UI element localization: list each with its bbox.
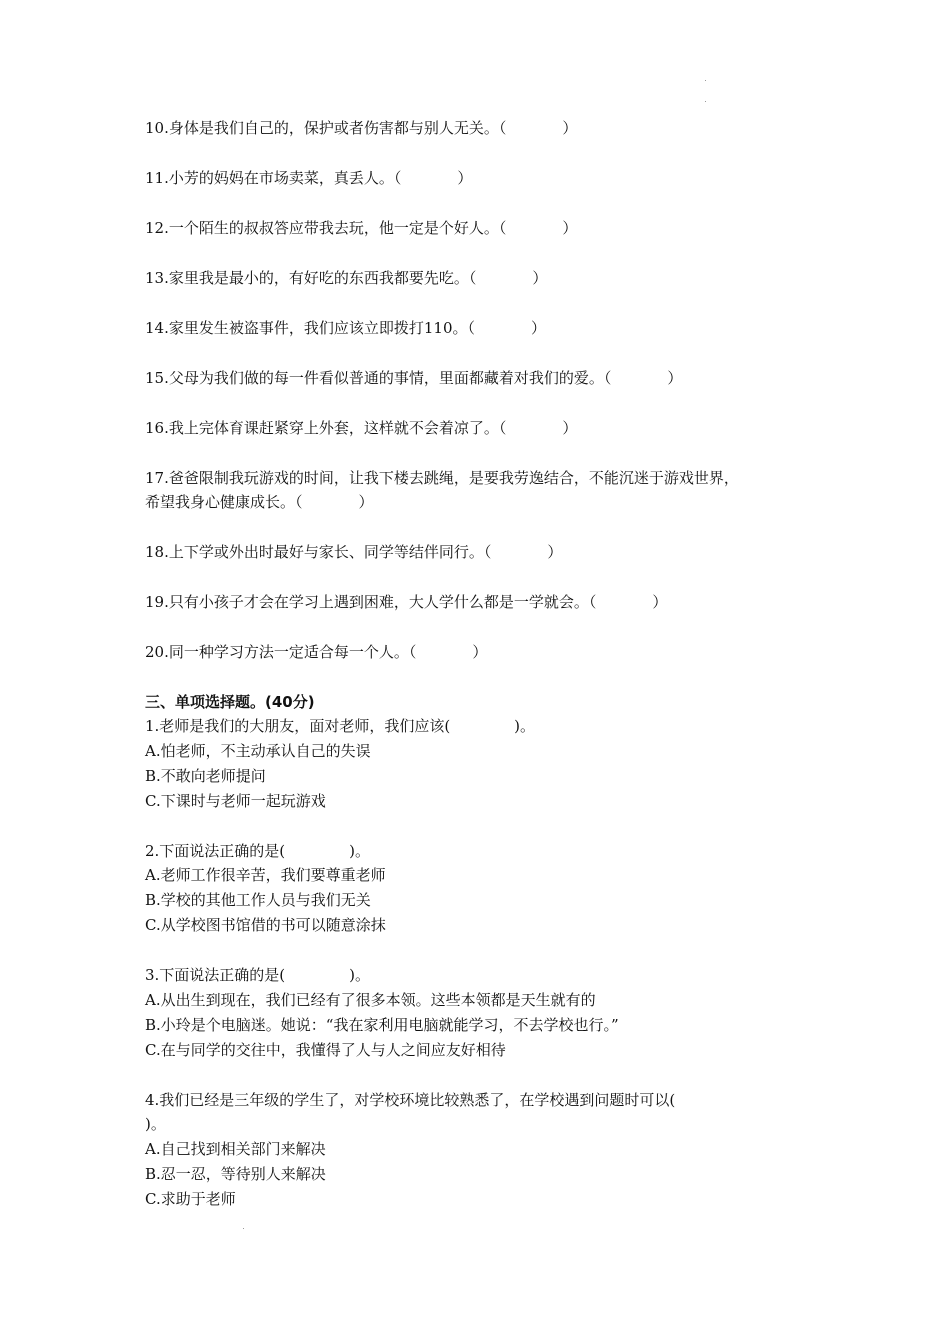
judgment-item: 10.身体是我们自己的，保护或者伤害都与别人无关。（ ） (145, 119, 578, 137)
option: B.不敢向老师提问 (145, 767, 266, 785)
judgment-item: 17.爸爸限制我玩游戏的时间，让我下楼去跳绳，是要我劳逸结合，不能沉迷于游戏世界， (145, 469, 739, 487)
question-stem: 1.老师是我们的大朋友，面对老师，我们应该( )。 (145, 717, 536, 735)
question-stem: 2.下面说法正确的是( )。 (145, 842, 371, 860)
judgment-item: 13.家里我是最小的，有好吃的东西我都要先吃。（ ） (145, 269, 548, 287)
option: C.求助于老师 (145, 1190, 236, 1208)
option: A.从出生到现在，我们已经有了很多本领。这些本领都是天生就有的 (145, 991, 596, 1009)
judgment-item: 19.只有小孩子才会在学习上遇到困难，大人学什么都是一学就会。（ ） (145, 593, 668, 611)
option: C.从学校图书馆借的书可以随意涂抹 (145, 916, 386, 934)
judgment-item: 15.父母为我们做的每一件看似普通的事情，里面都藏着对我们的爱。（ ） (145, 369, 683, 387)
judgment-item: 12.一个陌生的叔叔答应带我去玩，他一定是个好人。（ ） (145, 219, 578, 237)
judgment-item-continued: 希望我身心健康成长。（ ） (145, 493, 374, 511)
judgment-item: 18.上下学或外出时最好与家长、同学等结伴同行。（ ） (145, 543, 563, 561)
option: C.下课时与老师一起玩游戏 (145, 792, 326, 810)
option: A.怕老师，不主动承认自己的失误 (145, 742, 371, 760)
speck (243, 1228, 244, 1229)
option: B.忍一忍，等待别人来解决 (145, 1165, 326, 1183)
judgment-item: 16.我上完体育课赶紧穿上外套，这样就不会着凉了。（ ） (145, 419, 578, 437)
option: B.学校的其他工作人员与我们无关 (145, 891, 371, 909)
option: B.小玲是个电脑迷。她说：“我在家利用电脑就能学习，不去学校也行。” (145, 1016, 619, 1034)
speck (705, 80, 706, 81)
question-stem-end: )。 (145, 1115, 166, 1133)
speck (705, 101, 706, 102)
judgment-item: 11.小芳的妈妈在市场卖菜，真丢人。（ ） (145, 169, 473, 187)
question-stem: 3.下面说法正确的是( )。 (145, 966, 371, 984)
question-stem: 4.我们已经是三年级的学生了，对学校环境比较熟悉了，在学校遇到问题时可以( (145, 1091, 676, 1109)
option: A.自己找到相关部门来解决 (145, 1140, 326, 1158)
option: A.老师工作很辛苦，我们要尊重老师 (145, 866, 386, 884)
judgment-item: 14.家里发生被盗事件，我们应该立即拨打110。（ ） (145, 319, 547, 337)
judgment-item: 20.同一种学习方法一定适合每一个人。（ ） (145, 643, 488, 661)
option: C.在与同学的交往中，我懂得了人与人之间应友好相待 (145, 1041, 506, 1059)
section-title: 三、单项选择题。(40分) (145, 693, 315, 711)
